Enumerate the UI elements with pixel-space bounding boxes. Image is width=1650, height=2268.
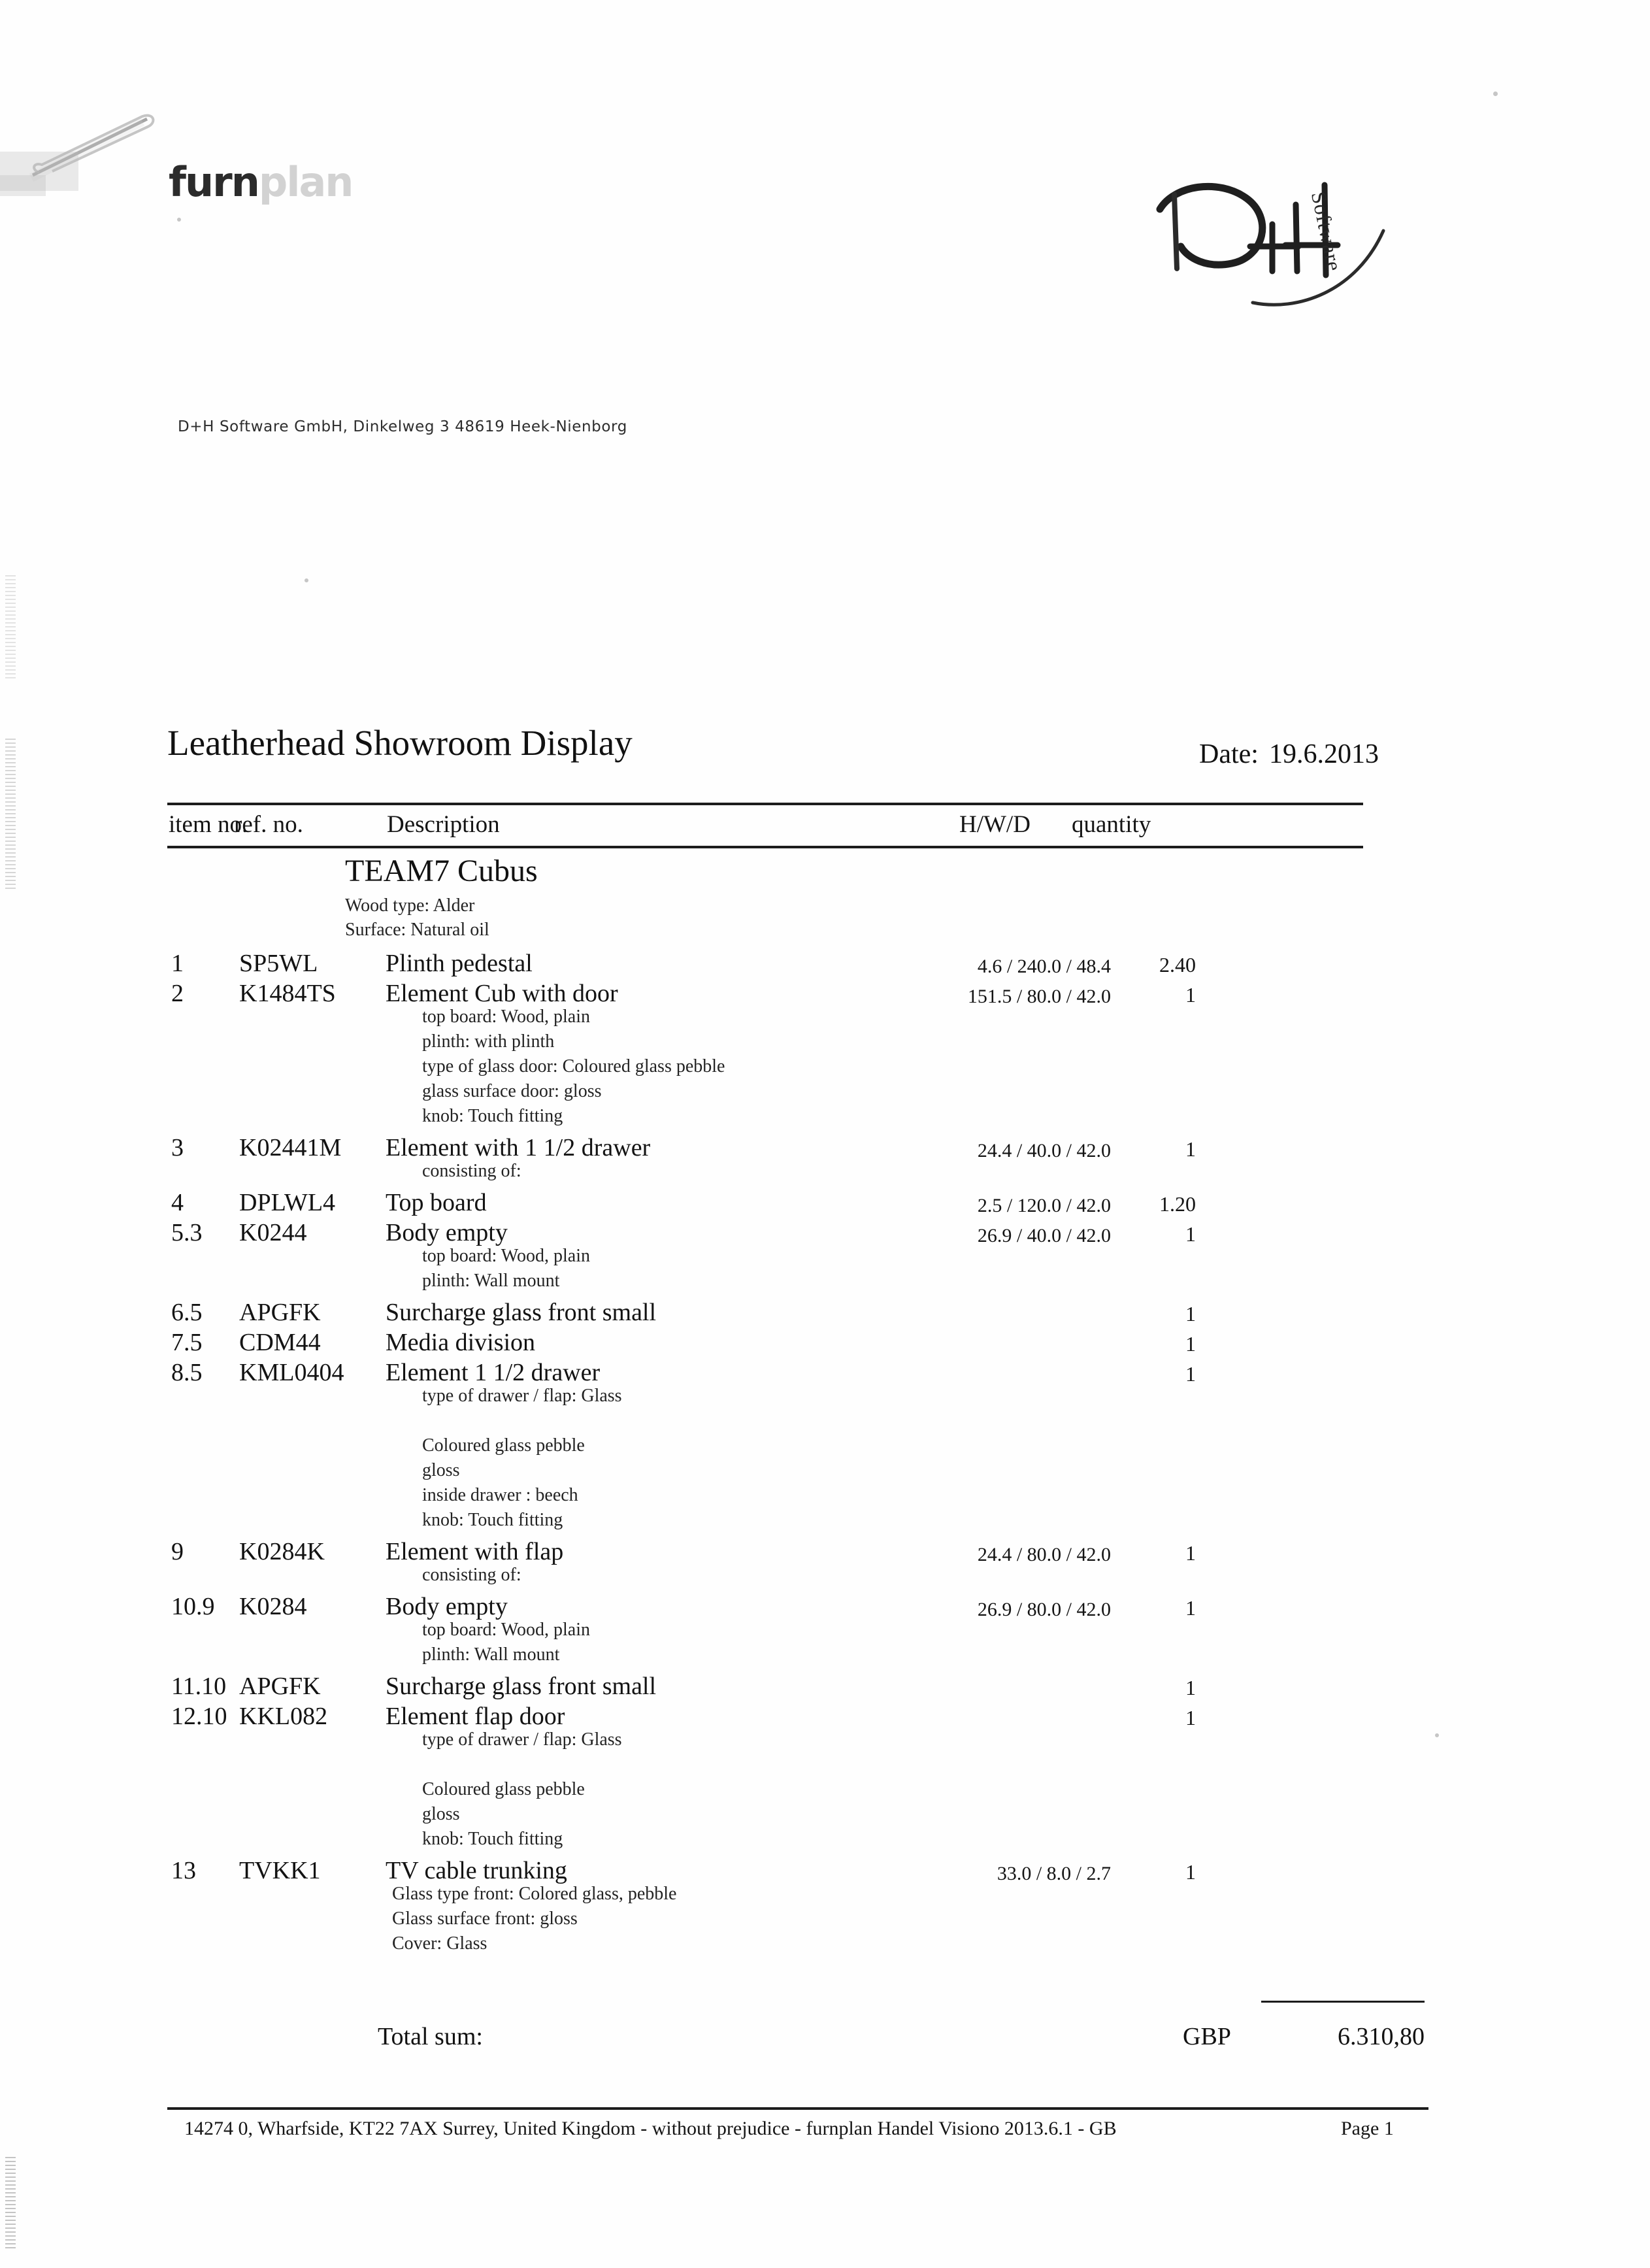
document-date — [1199, 739, 1379, 770]
row-quantity: 1 — [1185, 983, 1196, 1007]
group-title: TEAM7 Cubus — [345, 854, 538, 888]
date-label: Date: — [1199, 739, 1259, 769]
row-ref-number: CDM44 — [239, 1329, 321, 1356]
row-sub-detail: top board: Wood, plain — [422, 1246, 590, 1266]
row-ref-number: APGFK — [239, 1673, 321, 1700]
footer-rule — [167, 2107, 1428, 2110]
row-sub-detail: plinth: Wall mount — [422, 1271, 560, 1291]
scan-smudge — [0, 175, 46, 196]
row-description: Element with 1 1/2 drawer — [386, 1134, 651, 1161]
row-description: Surcharge glass front small — [386, 1673, 657, 1700]
row-item-number: 11.10 — [171, 1673, 227, 1700]
row-item-number: 12.10 — [171, 1703, 227, 1730]
scan-edge-noise — [5, 575, 16, 680]
logo-plan-text: plan — [258, 158, 353, 206]
column-header-hwd: H/W/D — [959, 811, 1031, 838]
row-ref-number: K1484TS — [239, 980, 336, 1007]
row-quantity: 2.40 — [1159, 953, 1196, 976]
header-rule-top — [167, 803, 1363, 805]
sender-address-line: D+H Software GmbH, Dinkelweg 3 48619 Heek-Nienborg — [178, 418, 627, 435]
row-sub-detail: inside drawer : beech — [422, 1485, 578, 1505]
total-sum-label: Total sum: — [378, 2023, 483, 2050]
row-description: TV cable trunking — [386, 1857, 567, 1884]
furnplan-logo — [169, 158, 353, 206]
row-sub-detail: consisting of: — [422, 1565, 521, 1585]
row-quantity: 1 — [1185, 1541, 1196, 1565]
column-header-quantity: quantity — [1072, 811, 1151, 838]
row-description: Element with flap — [386, 1538, 564, 1565]
footer-legal-text: 14274 0, Wharfside, KT22 7AX Surrey, United Kingdom - without prejudice - furnplan Handel Visiono 2013.6.1 - GB — [184, 2118, 1117, 2139]
row-ref-number: K02441M — [239, 1134, 342, 1161]
row-ref-number: K0284 — [239, 1593, 307, 1620]
scan-edge-noise — [5, 2157, 16, 2248]
row-sub-detail: glass surface door: gloss — [422, 1081, 602, 1101]
row-quantity: 1 — [1185, 1706, 1196, 1729]
row-quantity: 1.20 — [1159, 1192, 1196, 1216]
total-rule — [1261, 2001, 1425, 2003]
row-sub-detail: plinth: with plinth — [422, 1031, 555, 1052]
row-description: Plinth pedestal — [386, 950, 533, 977]
row-description: Element 1 1/2 drawer — [386, 1359, 601, 1386]
row-sub-detail: plinth: Wall mount — [422, 1644, 560, 1665]
row-sub-detail: consisting of: — [422, 1161, 521, 1181]
row-description: Surcharge glass front small — [386, 1299, 657, 1326]
row-sub-detail: Coloured glass pebble — [422, 1779, 585, 1799]
row-sub-detail: type of drawer / flap: Glass — [422, 1729, 622, 1750]
row-quantity: 1 — [1185, 1302, 1196, 1326]
row-quantity: 1 — [1185, 1676, 1196, 1699]
row-sub-detail: gloss — [422, 1460, 460, 1480]
row-hwd: 2.5 / 120.0 / 42.0 — [977, 1195, 1111, 1216]
row-item-number: 4 — [171, 1189, 184, 1216]
scan-smudge — [0, 152, 78, 191]
column-header-ref-no: ref. no. — [234, 811, 303, 838]
row-quantity: 1 — [1185, 1332, 1196, 1356]
row-quantity: 1 — [1185, 1596, 1196, 1620]
row-ref-number: KML0404 — [239, 1359, 344, 1386]
row-ref-number: SP5WL — [239, 950, 318, 977]
row-item-number: 3 — [171, 1134, 184, 1161]
row-quantity: 1 — [1185, 1222, 1196, 1246]
scan-speck — [305, 578, 308, 582]
page-title: Leatherhead Showroom Display — [167, 723, 633, 763]
row-description: Body empty — [386, 1593, 508, 1620]
row-ref-number: K0284K — [239, 1538, 325, 1565]
row-item-number: 7.5 — [171, 1329, 203, 1356]
row-sub-detail: gloss — [422, 1804, 460, 1824]
row-ref-number: DPLWL4 — [239, 1189, 336, 1216]
date-value: 19.6.2013 — [1268, 739, 1379, 769]
row-item-number: 5.3 — [171, 1219, 203, 1246]
paperclip-artifact — [26, 105, 176, 183]
row-ref-number: KKL082 — [239, 1703, 328, 1730]
row-hwd: 24.4 / 80.0 / 42.0 — [977, 1544, 1111, 1565]
row-description: Body empty — [386, 1219, 508, 1246]
row-sub-detail: knob: Touch fitting — [422, 1829, 563, 1849]
column-header-description: Description — [387, 811, 500, 838]
scan-speck — [177, 218, 181, 222]
row-quantity: 1 — [1185, 1137, 1196, 1161]
row-description: Element flap door — [386, 1703, 565, 1730]
row-sub-detail: top board: Wood, plain — [422, 1620, 590, 1640]
row-item-number: 2 — [171, 980, 184, 1007]
row-sub-detail: Glass surface front: gloss — [392, 1909, 578, 1929]
row-hwd: 151.5 / 80.0 / 42.0 — [967, 986, 1111, 1007]
row-item-number: 13 — [171, 1857, 196, 1884]
row-sub-detail: Coloured glass pebble — [422, 1435, 585, 1456]
column-header-item-no: item no. — [169, 811, 248, 838]
row-hwd: 4.6 / 240.0 / 48.4 — [977, 956, 1111, 977]
row-ref-number: TVKK1 — [239, 1857, 321, 1884]
row-hwd: 26.9 / 80.0 / 42.0 — [977, 1599, 1111, 1620]
dh-software-word: Software — [1306, 190, 1347, 274]
row-sub-detail: Cover: Glass — [392, 1933, 487, 1954]
row-hwd: 33.0 / 8.0 / 2.7 — [997, 1863, 1111, 1884]
scan-speck — [1435, 1733, 1439, 1737]
row-ref-number: APGFK — [239, 1299, 321, 1326]
header-rule-bottom — [167, 846, 1363, 848]
row-description: Top board — [386, 1189, 487, 1216]
total-sum-value: 6.310,80 — [1338, 2023, 1425, 2050]
scan-speck — [1493, 92, 1498, 96]
row-sub-detail: Glass type front: Colored glass, pebble — [392, 1884, 677, 1904]
row-ref-number: K0244 — [239, 1219, 307, 1246]
logo-furn-text: furn — [169, 158, 259, 206]
row-sub-detail: type of drawer / flap: Glass — [422, 1386, 622, 1406]
row-quantity: 1 — [1185, 1860, 1196, 1884]
row-item-number: 6.5 — [171, 1299, 203, 1326]
dh-software-logo — [1134, 147, 1408, 317]
row-description: Media division — [386, 1329, 536, 1356]
row-sub-detail: knob: Touch fitting — [422, 1510, 563, 1530]
total-currency: GBP — [1183, 2023, 1231, 2050]
row-sub-detail: top board: Wood, plain — [422, 1007, 590, 1027]
row-description: Element Cub with door — [386, 980, 618, 1007]
footer-page-number: Page 1 — [1341, 2118, 1394, 2139]
row-sub-detail: knob: Touch fitting — [422, 1106, 563, 1126]
row-hwd: 26.9 / 40.0 / 42.0 — [977, 1225, 1111, 1246]
row-hwd: 24.4 / 40.0 / 42.0 — [977, 1140, 1111, 1161]
row-quantity: 1 — [1185, 1362, 1196, 1386]
group-attribute: Wood type: Alder — [345, 895, 475, 916]
scan-edge-noise — [5, 739, 16, 889]
row-item-number: 1 — [171, 950, 184, 977]
row-sub-detail: type of glass door: Coloured glass pebble — [422, 1056, 725, 1076]
group-attribute: Surface: Natural oil — [345, 920, 489, 940]
row-item-number: 9 — [171, 1538, 184, 1565]
row-item-number: 10.9 — [171, 1593, 215, 1620]
row-item-number: 8.5 — [171, 1359, 203, 1386]
